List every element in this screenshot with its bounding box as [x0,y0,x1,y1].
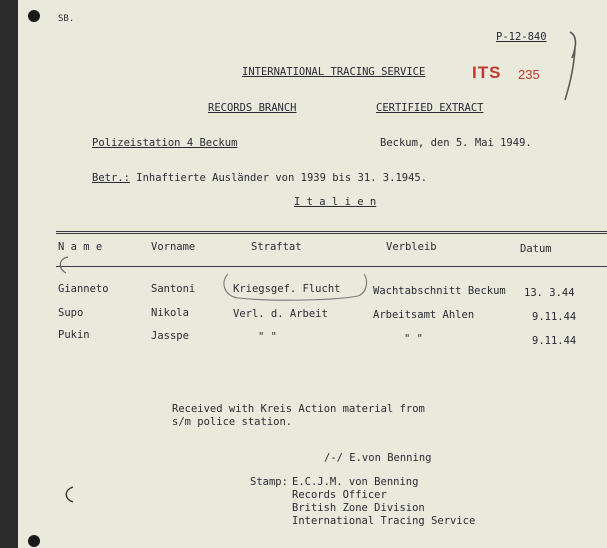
cell-date: 9.11.44 [532,311,577,323]
cell-date: 13. 3.44 [524,287,575,299]
police-station: Polizeistation 4 Beckum [92,137,238,149]
column-header-whereabouts: Verbleib [386,241,437,253]
corner-mark: SB. [58,14,75,24]
cell-whereabouts: Arbeitsamt Ahlen [373,309,475,321]
punch-hole [28,535,40,547]
place-date: Beckum, den 5. Mai 1949. [380,137,532,149]
pencil-mark [62,484,78,506]
stamp-line: Records Officer [292,489,387,501]
cell-firstname: Jasspe [151,330,189,342]
column-header-date: Datum [520,243,552,255]
cell-offense: Verl. d. Arbeit [233,308,328,320]
cell-surname: Gianneto [58,283,109,295]
stamp-label: Stamp: [250,476,288,488]
subject-label: Betr.: [92,172,130,184]
cell-firstname: Nikola [151,307,189,319]
table-header-rule [56,266,607,267]
cell-surname: Pukin [58,329,90,341]
its-stamp-number: 235 [518,67,540,82]
certified-extract: CERTIFIED EXTRACT [376,102,484,114]
column-header-offense: Straftat [251,241,302,253]
stamp-line: E.C.J.M. von Benning [292,476,419,488]
column-header-firstname: Vorname [151,241,196,253]
its-stamp: ITS [472,63,502,82]
pencil-mark [54,254,74,276]
reference-code: P-12-840 [496,31,547,43]
stamp-line: International Tracing Service [292,515,476,527]
signature-line: /-/ E.von Benning [324,452,432,464]
punch-hole [28,10,40,22]
cell-firstname: Santoni [151,283,196,295]
received-note-line2: s/m police station. [172,416,293,428]
subject-text: Inhaftierte Ausländer von 1939 bis 31. 3.1945. [136,172,428,184]
table-top-rule [56,231,607,234]
cell-offense: Kriegsgef. Flucht [233,283,341,295]
organization-title: INTERNATIONAL TRACING SERVICE [242,66,426,78]
received-note-line1: Received with Kreis Action material from [172,403,425,415]
column-header-name: N a m e [58,241,103,253]
pencil-mark [548,28,588,108]
subject-line [92,172,427,184]
stamp-line: British Zone Division [292,502,425,514]
cell-offense: " " [258,331,277,343]
records-branch: RECORDS BRANCH [208,102,297,114]
cell-surname: Supo [58,307,84,319]
cell-whereabouts: " " [404,333,423,345]
nationality-heading: I t a l i e n [294,196,377,208]
cell-whereabouts: Wachtabschnitt Beckum [373,285,506,297]
cell-date: 9.11.44 [532,335,577,347]
document-page [18,0,607,548]
